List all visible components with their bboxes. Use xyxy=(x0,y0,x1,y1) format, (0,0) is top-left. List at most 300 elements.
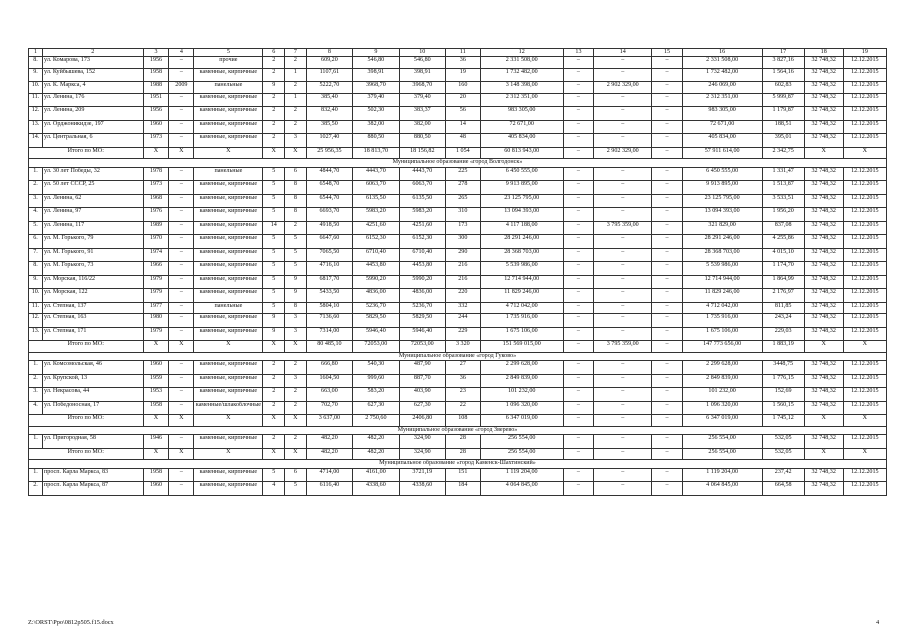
total-cell: X xyxy=(843,415,886,427)
table-cell: 11 829 246,00 xyxy=(480,289,563,303)
table-cell: 2 xyxy=(263,374,285,388)
table-cell: 4338,60 xyxy=(399,482,445,496)
table-cell: 880,50 xyxy=(353,134,399,148)
municipality-total-row xyxy=(29,147,887,159)
table-cell: каменные, кирпичные xyxy=(194,194,263,208)
table-cell: каменные, кирпичные xyxy=(194,262,263,276)
table-cell: – xyxy=(594,435,652,449)
table-cell: 19 xyxy=(446,68,481,82)
table-cell: 12.12.2015 xyxy=(843,221,886,235)
table-cell: – xyxy=(563,401,593,415)
table-cell: 1980 xyxy=(143,314,169,328)
table-cell: ул. Ленина, 97 xyxy=(43,208,143,222)
table-cell: 23 125 795,00 xyxy=(682,194,762,208)
table-cell: – xyxy=(652,167,682,181)
total-cell: X xyxy=(285,415,307,427)
table-cell: ул. Победоносная, 17 xyxy=(43,401,143,415)
table-cell: – xyxy=(563,181,593,195)
table-cell: 32 748,32 xyxy=(804,435,843,449)
table-cell: 12.12.2015 xyxy=(843,435,886,449)
table-cell: 1979 xyxy=(143,289,169,303)
table-cell: 1 675 106,00 xyxy=(682,327,762,341)
column-number-cell: 17 xyxy=(762,49,804,57)
table-cell: 4836,00 xyxy=(353,289,399,303)
total-cell: – xyxy=(594,415,652,427)
table-cell: 3 533,51 xyxy=(762,194,804,208)
table-cell: – xyxy=(594,248,652,262)
column-number-cell: 6 xyxy=(263,49,285,57)
table-cell: 1 119 204,00 xyxy=(682,468,762,482)
column-number-cell: 5 xyxy=(194,49,263,57)
municipality-total-row xyxy=(29,448,887,460)
registry-table xyxy=(28,48,887,496)
table-cell: – xyxy=(652,235,682,249)
table-cell: 487,90 xyxy=(399,361,445,375)
table-cell: 310 xyxy=(446,208,481,222)
column-number-cell: 12 xyxy=(480,49,563,57)
total-cell: 3 320 xyxy=(446,341,481,353)
table-cell: – xyxy=(563,221,593,235)
table-cell: 5829,50 xyxy=(399,314,445,328)
table-row xyxy=(29,120,887,134)
table-cell: 28 291 246,00 xyxy=(682,235,762,249)
table-cell: ул. Ленина, 62 xyxy=(43,194,143,208)
column-number-cell: 8 xyxy=(306,49,352,57)
table-cell: – xyxy=(594,289,652,303)
table-cell: 1960 xyxy=(143,361,169,375)
table-cell: 6544,70 xyxy=(306,194,352,208)
table-row xyxy=(29,107,887,121)
table-cell: – xyxy=(169,468,194,482)
table-cell: 11. xyxy=(29,93,43,107)
table-cell: ул. Некрасова, 44 xyxy=(43,388,143,402)
table-cell: 10. xyxy=(29,82,43,94)
column-number-cell: 2 xyxy=(43,49,143,57)
column-number-cell: 1 xyxy=(29,49,43,57)
table-cell: 9 xyxy=(285,289,307,303)
municipality-section-row xyxy=(29,159,887,168)
table-cell: – xyxy=(652,57,682,69)
table-cell: 2. xyxy=(29,374,43,388)
table-cell: 4 712 042,00 xyxy=(682,302,762,314)
table-cell: 237,42 xyxy=(762,468,804,482)
table-cell: 12 714 944,00 xyxy=(682,275,762,289)
table-cell: 28 xyxy=(446,435,481,449)
column-number-cell: 19 xyxy=(843,49,886,57)
table-cell: – xyxy=(169,262,194,276)
table-cell: 583,20 xyxy=(353,388,399,402)
table-cell: 12.12.2015 xyxy=(843,361,886,375)
table-cell: ул. Комсомольская, 46 xyxy=(43,361,143,375)
table-cell: 229,03 xyxy=(762,327,804,341)
table-cell: 6152,30 xyxy=(399,235,445,249)
table-row xyxy=(29,248,887,262)
total-cell: X xyxy=(804,415,843,427)
table-cell: 8. xyxy=(29,262,43,276)
table-cell: – xyxy=(169,248,194,262)
table-cell: 5 xyxy=(263,208,285,222)
table-cell: 246 069,00 xyxy=(682,82,762,94)
table-cell: – xyxy=(594,235,652,249)
table-cell: – xyxy=(652,435,682,449)
table-row xyxy=(29,235,887,249)
table-cell: 152,69 xyxy=(762,388,804,402)
table-cell: 11 829 246,00 xyxy=(682,289,762,303)
table-cell: 4 064 845,00 xyxy=(682,482,762,496)
table-row xyxy=(29,194,887,208)
table-cell: 1 174,70 xyxy=(762,262,804,276)
table-cell: 2009 xyxy=(169,82,194,94)
table-cell: 1958 xyxy=(143,401,169,415)
table-cell: 7065,50 xyxy=(306,248,352,262)
table-cell: – xyxy=(563,374,593,388)
table-cell: 2 312 351,00 xyxy=(682,93,762,107)
total-cell: – xyxy=(563,147,593,159)
table-cell: 6 450 555,00 xyxy=(480,167,563,181)
table-cell: ул. М. Горького, 91 xyxy=(43,248,143,262)
table-cell: 1951 xyxy=(143,93,169,107)
table-row xyxy=(29,327,887,341)
table-cell: 225 xyxy=(446,167,481,181)
table-cell: 1960 xyxy=(143,120,169,134)
table-cell: 1 776,15 xyxy=(762,374,804,388)
table-cell: – xyxy=(652,388,682,402)
total-cell: X xyxy=(804,147,843,159)
table-cell: 1 xyxy=(285,93,307,107)
table-cell: 1 735 916,00 xyxy=(682,314,762,328)
table-cell: 12.12.2015 xyxy=(843,82,886,94)
table-cell: – xyxy=(652,134,682,148)
column-number-cell: 15 xyxy=(652,49,682,57)
table-cell: ул. К. Маркса, 4 xyxy=(43,82,143,94)
table-cell: 532,05 xyxy=(762,435,804,449)
table-cell: 1946 xyxy=(143,435,169,449)
table-cell: 9 913 895,00 xyxy=(480,181,563,195)
table-cell: каменные, кирпичные xyxy=(194,134,263,148)
table-cell: 72 671,00 xyxy=(480,120,563,134)
table-cell: 32 748,32 xyxy=(804,57,843,69)
table-row xyxy=(29,302,887,314)
table-cell: 4453,80 xyxy=(399,262,445,276)
table-cell: ул. Степная, 137 xyxy=(43,302,143,314)
total-cell: 3 795 359,00 xyxy=(594,341,652,353)
municipality-title: Муниципальное образование «город Каменск-Шахтинский» xyxy=(29,460,887,469)
table-cell: – xyxy=(563,388,593,402)
table-cell: 8. xyxy=(29,57,43,69)
table-cell: каменные, кирпичные xyxy=(194,181,263,195)
total-cell: – xyxy=(563,448,593,460)
table-cell: 27 xyxy=(446,361,481,375)
table-cell: – xyxy=(594,327,652,341)
table-cell: 2 xyxy=(263,93,285,107)
table-cell: 1974 xyxy=(143,248,169,262)
table-cell: – xyxy=(594,181,652,195)
table-cell: 256 554,00 xyxy=(682,435,762,449)
table-cell: 502,30 xyxy=(353,107,399,121)
table-cell: – xyxy=(652,194,682,208)
table-cell: 385,50 xyxy=(306,120,352,134)
table-row xyxy=(29,435,887,449)
total-cell: – xyxy=(594,448,652,460)
table-cell: 32 748,32 xyxy=(804,401,843,415)
table-cell: каменные, кирпичные xyxy=(194,314,263,328)
table-cell: 5 xyxy=(263,468,285,482)
table-cell: 395,01 xyxy=(762,134,804,148)
total-cell: X xyxy=(194,147,263,159)
table-cell: – xyxy=(563,134,593,148)
table-cell: 5222,70 xyxy=(306,82,352,94)
table-cell: 4716,10 xyxy=(306,262,352,276)
table-cell: 5 xyxy=(263,181,285,195)
table-cell: 5 539 986,00 xyxy=(682,262,762,276)
table-cell: – xyxy=(563,314,593,328)
table-cell: 5 xyxy=(263,302,285,314)
table-cell: 3 827,16 xyxy=(762,57,804,69)
table-cell: 482,20 xyxy=(306,435,352,449)
table-cell: 28 368 703,00 xyxy=(480,248,563,262)
table-cell: 6710,40 xyxy=(399,248,445,262)
total-cell: X xyxy=(263,341,285,353)
total-cell: 108 xyxy=(446,415,481,427)
column-number-cell: 4 xyxy=(169,49,194,57)
table-row xyxy=(29,401,887,415)
table-row xyxy=(29,314,887,328)
table-row xyxy=(29,289,887,303)
table-cell: 12.12.2015 xyxy=(843,314,886,328)
table-cell: 3448,75 xyxy=(762,361,804,375)
table-cell: 1968 xyxy=(143,194,169,208)
total-cell: X xyxy=(169,448,194,460)
table-cell: 664,58 xyxy=(762,482,804,496)
table-cell: – xyxy=(652,401,682,415)
table-cell: 5990,20 xyxy=(353,275,399,289)
table-cell: – xyxy=(169,167,194,181)
table-cell: 12.12.2015 xyxy=(843,194,886,208)
table-cell: 3968,70 xyxy=(399,82,445,94)
total-cell: X xyxy=(285,147,307,159)
table-cell: 6. xyxy=(29,235,43,249)
total-cell: 6 347 019,00 xyxy=(682,415,762,427)
table-cell: 32 748,32 xyxy=(804,248,843,262)
table-cell: 12.12.2015 xyxy=(843,235,886,249)
table-cell: 4251,60 xyxy=(399,221,445,235)
table-cell: каменные, кирпичные xyxy=(194,289,263,303)
table-cell: 1 513,87 xyxy=(762,181,804,195)
table-cell: 1966 xyxy=(143,262,169,276)
table-cell: 101 232,00 xyxy=(480,388,563,402)
table-row xyxy=(29,275,887,289)
table-cell: 382,00 xyxy=(353,120,399,134)
table-cell: 265 xyxy=(446,194,481,208)
table-cell: 32 748,32 xyxy=(804,194,843,208)
table-cell: 332 xyxy=(446,302,481,314)
table-cell: 6548,70 xyxy=(306,181,352,195)
table-cell: каменные, кирпичные xyxy=(194,468,263,482)
table-cell: 12.12.2015 xyxy=(843,181,886,195)
table-cell: 1 732 482,00 xyxy=(480,68,563,82)
table-cell: – xyxy=(563,194,593,208)
table-cell: 5 539 986,00 xyxy=(480,262,563,276)
table-cell: ул. Степная, 171 xyxy=(43,327,143,341)
table-cell: 32 748,32 xyxy=(804,302,843,314)
total-cell: X xyxy=(804,341,843,353)
total-cell: Итого по МО: xyxy=(29,415,144,427)
table-cell: 6 xyxy=(285,167,307,181)
table-cell: 5983,20 xyxy=(399,208,445,222)
table-cell: панельные xyxy=(194,82,263,94)
table-cell: – xyxy=(169,314,194,328)
table-cell: 1978 xyxy=(143,167,169,181)
table-cell: 2 xyxy=(263,120,285,134)
table-cell: 12. xyxy=(29,314,43,328)
table-cell: каменные, кирпичные xyxy=(194,235,263,249)
table-cell: каменные, кирпичные xyxy=(194,68,263,82)
total-cell: Итого по МО: xyxy=(29,448,144,460)
column-number-cell: 14 xyxy=(594,49,652,57)
table-cell: 6116,40 xyxy=(306,482,352,496)
table-cell: 12.12.2015 xyxy=(843,275,886,289)
table-cell: 8 xyxy=(285,194,307,208)
table-cell: 12. xyxy=(29,107,43,121)
table-cell: – xyxy=(169,327,194,341)
table-cell: 2 xyxy=(285,361,307,375)
table-cell: 6 450 555,00 xyxy=(682,167,762,181)
table-cell: – xyxy=(594,482,652,496)
table-row xyxy=(29,68,887,82)
total-cell: 2 750,60 xyxy=(353,415,399,427)
table-cell: 9. xyxy=(29,68,43,82)
table-cell: ул. М. Горького, 73 xyxy=(43,262,143,276)
table-row xyxy=(29,93,887,107)
municipality-title: Муниципальное образование «город Волгодонск» xyxy=(29,159,887,168)
table-cell: 1027,40 xyxy=(306,134,352,148)
total-cell: X xyxy=(143,415,169,427)
total-cell: Итого по МО: xyxy=(29,147,144,159)
table-cell: ул. Комарова, 173 xyxy=(43,57,143,69)
table-cell: ул. 50 лет СССР, 25 xyxy=(43,181,143,195)
table-cell: – xyxy=(652,107,682,121)
table-cell: 4161,00 xyxy=(353,468,399,482)
table-cell: 398,91 xyxy=(399,68,445,82)
table-cell: 546,80 xyxy=(399,57,445,69)
table-cell: 8 xyxy=(285,181,307,195)
column-number-cell: 16 xyxy=(682,49,762,57)
table-cell: 160 xyxy=(446,82,481,94)
table-cell: – xyxy=(563,82,593,94)
table-cell: каменные, кирпичные xyxy=(194,482,263,496)
table-cell: 6135,50 xyxy=(353,194,399,208)
table-cell: 11. xyxy=(29,302,43,314)
table-cell: 3 xyxy=(285,134,307,148)
table-cell: – xyxy=(563,120,593,134)
total-cell: 324,90 xyxy=(399,448,445,460)
table-cell: – xyxy=(169,93,194,107)
table-cell: 2 312 351,00 xyxy=(480,93,563,107)
table-cell: 243,24 xyxy=(762,314,804,328)
total-cell: – xyxy=(563,415,593,427)
table-cell: 5 xyxy=(263,167,285,181)
table-cell: просп. Карла Маркса, 87 xyxy=(43,482,143,496)
table-cell: 3968,70 xyxy=(353,82,399,94)
table-cell: – xyxy=(652,181,682,195)
total-cell: 151 569 015,00 xyxy=(480,341,563,353)
total-cell: X xyxy=(143,448,169,460)
table-cell: – xyxy=(563,208,593,222)
table-cell: 6 xyxy=(285,468,307,482)
table-cell: – xyxy=(652,482,682,496)
column-number-cell: 18 xyxy=(804,49,843,57)
table-cell: 4 712 042,00 xyxy=(480,302,563,314)
table-cell: – xyxy=(563,68,593,82)
table-cell: – xyxy=(594,361,652,375)
table-cell: 663,00 xyxy=(306,388,352,402)
table-cell: – xyxy=(652,361,682,375)
table-cell: 983 305,00 xyxy=(682,107,762,121)
table-cell: 832,40 xyxy=(306,107,352,121)
total-cell: – xyxy=(652,448,682,460)
table-cell: 702,70 xyxy=(306,401,352,415)
table-cell: 1 864,99 xyxy=(762,275,804,289)
table-cell: 324,90 xyxy=(399,435,445,449)
table-cell: – xyxy=(563,468,593,482)
table-cell: 14 xyxy=(446,120,481,134)
table-cell: 1956 xyxy=(143,107,169,121)
table-cell: ул. Пригородная, 58 xyxy=(43,435,143,449)
table-cell: – xyxy=(169,302,194,314)
table-cell: 56 xyxy=(446,107,481,121)
table-cell: – xyxy=(594,107,652,121)
table-cell: 23 xyxy=(446,388,481,402)
table-cell: каменные, кирпичные xyxy=(194,327,263,341)
table-cell: 983 305,00 xyxy=(480,107,563,121)
column-number-cell: 10 xyxy=(399,49,445,57)
table-cell: 32 748,32 xyxy=(804,262,843,276)
total-cell: – xyxy=(652,147,682,159)
table-cell: 6063,70 xyxy=(399,181,445,195)
table-cell: 811,85 xyxy=(762,302,804,314)
table-cell: 184 xyxy=(446,482,481,496)
table-cell: 8 xyxy=(285,302,307,314)
table-cell: 12.12.2015 xyxy=(843,167,886,181)
table-cell: 2 xyxy=(285,107,307,121)
table-cell: 398,91 xyxy=(353,68,399,82)
table-cell: 1970 xyxy=(143,235,169,249)
table-cell: – xyxy=(169,57,194,69)
table-cell: 256 554,00 xyxy=(480,435,563,449)
table-cell: 2. xyxy=(29,181,43,195)
total-cell: X xyxy=(169,415,194,427)
table-cell: ул. Ленина, 176 xyxy=(43,93,143,107)
total-cell: 482,20 xyxy=(353,448,399,460)
table-cell: 2 xyxy=(263,57,285,69)
table-cell: 2 xyxy=(285,82,307,94)
table-cell: ул. Степная, 163 xyxy=(43,314,143,328)
table-cell: 9 xyxy=(263,314,285,328)
table-cell: панельные xyxy=(194,167,263,181)
table-cell: каменные, кирпичные xyxy=(194,374,263,388)
municipality-section-row xyxy=(29,426,887,435)
total-cell: X xyxy=(169,147,194,159)
table-cell: 2 849 839,00 xyxy=(682,374,762,388)
table-cell: каменные, кирпичные xyxy=(194,107,263,121)
table-cell: 12.12.2015 xyxy=(843,107,886,121)
table-cell: – xyxy=(594,314,652,328)
table-cell: 300 xyxy=(446,235,481,249)
table-cell: – xyxy=(563,302,593,314)
table-cell: 6710,40 xyxy=(353,248,399,262)
table-cell: 1977 xyxy=(143,302,169,314)
table-cell: 5433,50 xyxy=(306,289,352,303)
